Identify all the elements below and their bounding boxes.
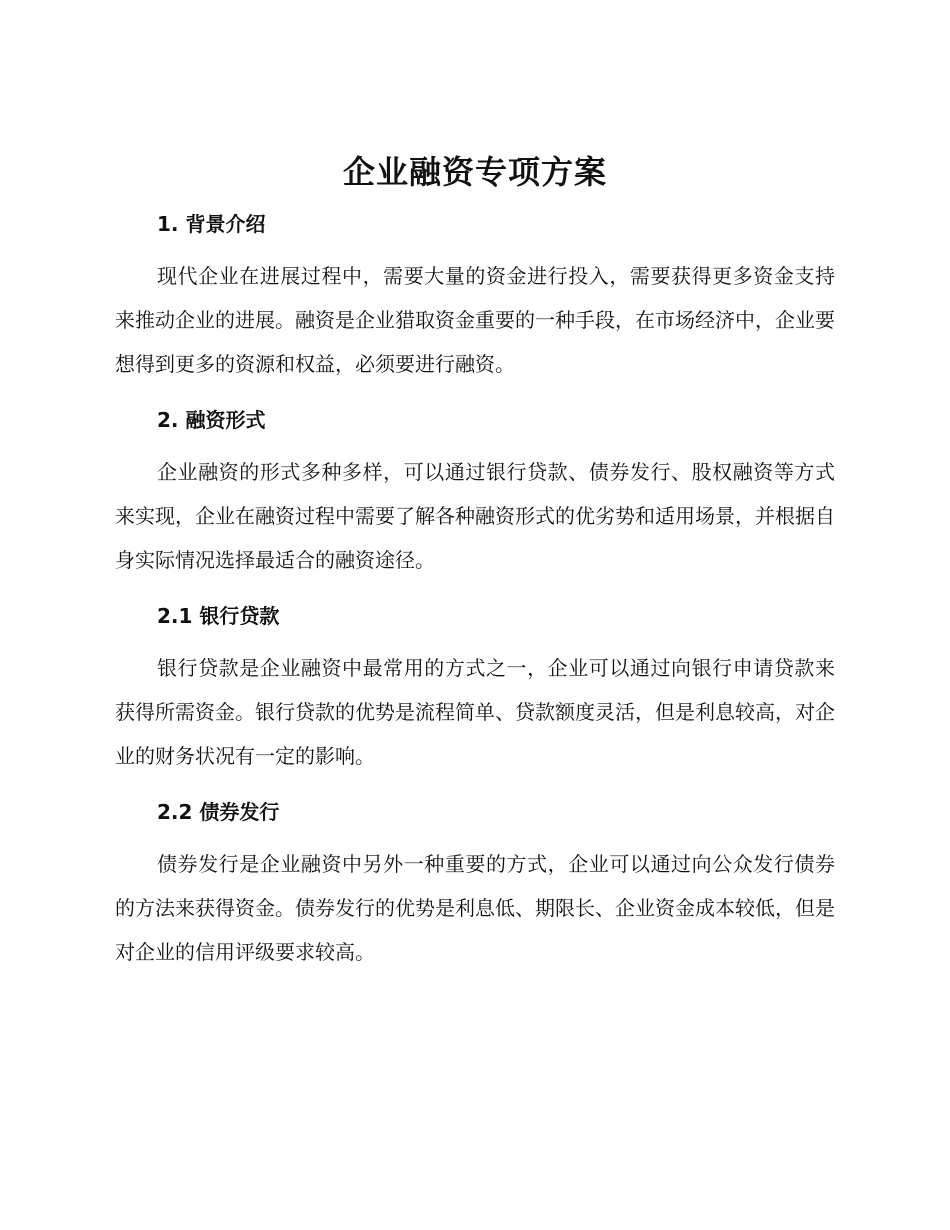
section-heading: 2.2 债券发行	[157, 800, 280, 824]
section-paragraph: 银行贷款是企业融资中最常用的方式之一，企业可以通过向银行申请贷款来获得所需资金。银行贷款的优势是流程简单、贷款额度灵活，但是利息较高，对企业的财务状况有一定的影响。	[115, 656, 835, 768]
section-paragraph: 现代企业在进展过程中，需要大量的资金进行投入，需要获得更多资金支持来推动企业的进展。融资是企业猎取资金重要的一种手段，在市场经济中，企业要想得到更多的资源和权益，必须要进行融资。	[115, 264, 835, 376]
section-financing-forms	[115, 406, 835, 582]
section-paragraph: 企业融资的形式多种多样，可以通过银行贷款、债券发行、股权融资等方式来实现，企业在融资过程中需要了解各种融资形式的优劣势和适用场景，并根据自身实际情况选择最适合的融资途径。	[115, 460, 835, 572]
document-title: 企业融资专项方案	[342, 153, 607, 191]
section-heading: 1. 背景介绍	[157, 212, 266, 236]
section-bank-loan	[115, 602, 835, 778]
section-paragraph: 债券发行是企业融资中另外一种重要的方式，企业可以通过向公众发行债券的方法来获得资金。债券发行的优势是利息低、期限长、企业资金成本较低，但是对企业的信用评级要求较高。	[115, 852, 835, 964]
section-background	[115, 210, 835, 386]
section-heading: 2. 融资形式	[157, 408, 266, 432]
section-bond-issuance	[115, 798, 835, 974]
section-heading: 2.1 银行贷款	[157, 604, 280, 628]
